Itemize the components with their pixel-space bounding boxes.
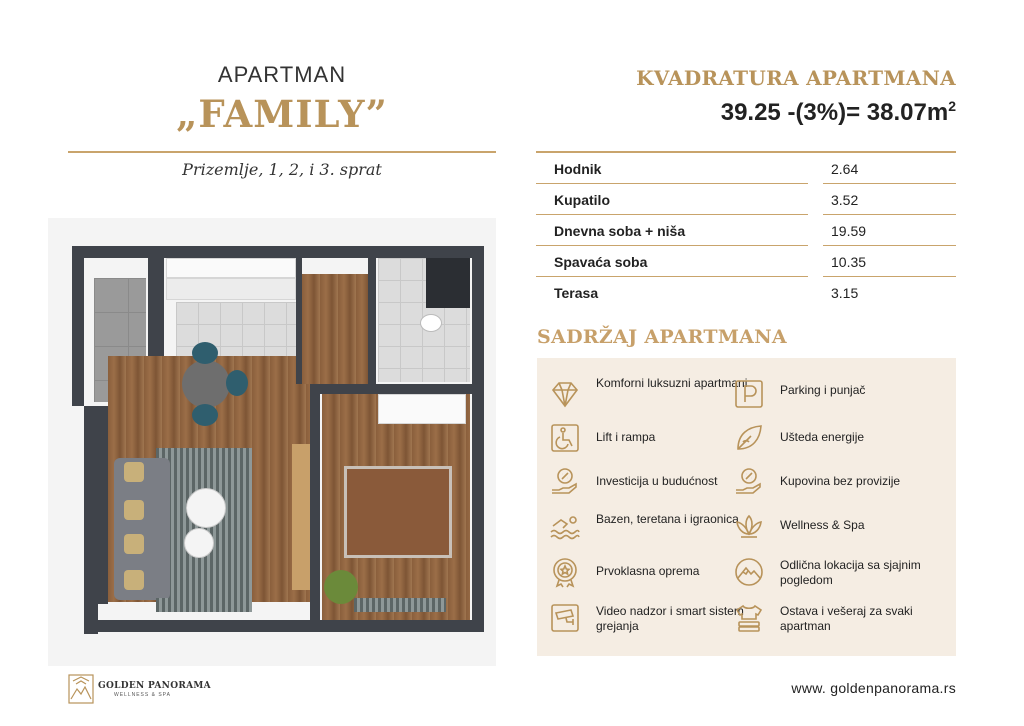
wall (98, 418, 108, 604)
coffee-table (186, 488, 226, 528)
feature-item (549, 464, 749, 504)
feature-label: Video nadzor i smart sistem grejanja (596, 604, 744, 633)
wardrobe (378, 394, 466, 424)
dining-chair (226, 370, 248, 396)
wall (72, 246, 484, 258)
dining-table (182, 360, 230, 408)
feature-label: Ostava i vešeraj za svaki apartman (780, 604, 913, 633)
feature-label: Ušteda energije (780, 430, 865, 444)
no-commission-icon (733, 466, 765, 498)
feature-label: Parking i punjač (780, 383, 866, 397)
room-name: Hodnik (554, 161, 602, 177)
wall (310, 384, 320, 632)
dining-chair (192, 342, 218, 364)
feature-label: Prvoklasna oprema (596, 564, 700, 578)
logo-name: GOLDEN PANORAMA (98, 681, 211, 691)
logo-mark-icon (68, 673, 94, 705)
sofa-cushion (124, 500, 144, 520)
floor-plan (48, 218, 496, 666)
floors-text: Prizemlje, 1, 2, i 3. sprat (182, 160, 382, 179)
sofa-cushion (124, 570, 144, 590)
plant (324, 570, 358, 604)
divider (68, 151, 496, 153)
apartment-header (68, 62, 496, 136)
room-area: 2.64 (831, 161, 859, 177)
feature-item (733, 600, 933, 640)
table-row (536, 153, 956, 184)
dining-chair (192, 404, 218, 426)
room-name: Spavaća soba (554, 254, 648, 270)
content-title: SADRŽAJ APARTMANA (537, 326, 787, 348)
feature-item (733, 554, 933, 594)
area-formula-text: 39.25 -(3%)= 38.07m (720, 99, 949, 126)
feature-item (549, 600, 749, 640)
room-area: 3.52 (831, 192, 859, 208)
room-area: 10.35 (831, 254, 867, 270)
wall (368, 258, 376, 384)
tv-stand (292, 444, 310, 590)
feature-item (733, 420, 933, 460)
room-area: 3.15 (831, 285, 859, 301)
entrance-rug (156, 598, 252, 612)
toilet (420, 314, 442, 332)
table-row (536, 184, 956, 215)
lotus-icon (733, 510, 765, 542)
room-name: Kupatilo (554, 192, 610, 208)
feature-item (549, 508, 749, 548)
area-unit-superscript: 2 (948, 98, 956, 114)
room-area: 19.59 (831, 223, 867, 239)
bedroom-rug (354, 598, 446, 612)
table-row (536, 246, 956, 277)
room-area-table (536, 153, 956, 308)
wall (72, 246, 84, 406)
feature-label: Wellness & Spa (780, 518, 865, 532)
area-formula (536, 98, 956, 127)
sofa-cushion (124, 462, 144, 482)
apartment-kicker: APARTMAN (217, 62, 347, 87)
swimmer-icon (549, 510, 581, 542)
feature-label: Kupovina bez provizije (780, 474, 901, 488)
kitchen-counter (166, 278, 296, 300)
sofa-cushion (124, 534, 144, 554)
coffee-table (184, 528, 214, 558)
feature-item (733, 464, 933, 504)
table-row (536, 277, 956, 308)
mountain-view-icon (733, 556, 765, 588)
wall (426, 258, 470, 308)
wheelchair-icon (549, 422, 581, 454)
room-name: Terasa (554, 285, 599, 301)
quality-badge-icon (549, 556, 581, 588)
wall (84, 620, 484, 632)
wall (472, 246, 484, 632)
investment-icon (549, 466, 581, 498)
feature-label: Investicija u budućnost (596, 474, 718, 488)
parking-icon (733, 378, 765, 410)
feature-label: Bazen, teretana i igraonica (596, 512, 739, 526)
leaf-icon (733, 422, 765, 454)
feature-item (549, 420, 749, 460)
hallway-floor (302, 274, 368, 384)
website-link[interactable]: www. goldenpanorama.rs (791, 680, 956, 696)
feature-item (733, 508, 933, 548)
apartment-name: „FAMILY” (176, 92, 388, 136)
feature-label: Odlična lokacija sa sjajnim pogledom (780, 558, 921, 587)
table-row (536, 215, 956, 246)
feature-item (733, 376, 933, 416)
room-name: Dnevna soba + niša (554, 223, 686, 239)
feature-item (549, 554, 749, 594)
area-title: KVADRATURA APARTMANA (636, 66, 956, 90)
bed (344, 466, 452, 558)
kitchen-counter (166, 258, 296, 278)
brand-logo[interactable] (68, 673, 211, 705)
feature-label: Komforni luksuzni apartmani (596, 376, 748, 390)
feature-item (549, 376, 749, 416)
diamond-icon (549, 378, 581, 410)
cctv-icon (549, 602, 581, 634)
storage-icon (733, 602, 765, 634)
wall (84, 406, 98, 634)
feature-label: Lift i rampa (596, 430, 656, 444)
features-panel (537, 358, 956, 656)
logo-subtitle: WELLNESS & SPA (114, 692, 171, 698)
wall (320, 384, 472, 394)
